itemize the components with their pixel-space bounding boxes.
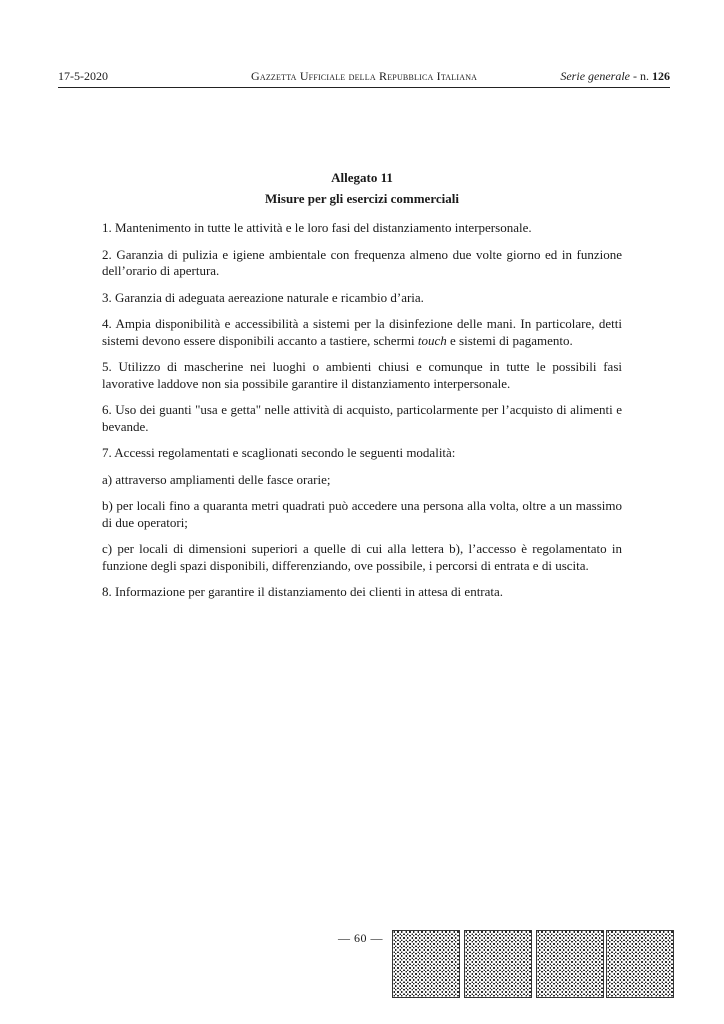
item-8: 8. Informazione per garantire il distanziamento dei clienti in attesa di entrata. <box>102 584 504 599</box>
header-title: Gazzetta Ufficiale della Repubblica Italiana <box>251 69 478 83</box>
item-7: 7. Accessi regolamentati e scaglionati secondo le seguenti modalità: <box>102 445 456 460</box>
item-7c: c) per locali di dimensioni superiori a quelle di cui alla lettera b), l’accesso è regolamentato in funzione degli spazi disponibili, differenziando, ove possibile, i percorsi di entrata e di uscita. <box>102 541 622 573</box>
annex-subtitle: Misure per gli esercizi commerciali <box>265 191 459 206</box>
page-number: — 60 — <box>338 931 383 945</box>
item-5: 5. Utilizzo di mascherine nei luoghi o ambienti chiusi e comunque in tutte le possibili fasi lavorative laddove non sia possibile garantire il distanziamento interpersonale. <box>102 359 622 391</box>
series-label: Serie generale <box>560 69 630 83</box>
item-7b: b) per locali fino a quaranta metri quadrati può accedere una persona alla volta, oltre a un massimo di due operatori; <box>102 498 622 530</box>
item-4-italic: touch <box>417 332 447 348</box>
datamatrix-code-4 <box>606 930 674 998</box>
item-2: 2. Garanzia di pulizia e igiene ambientale con frequenza almeno due volte giorno ed in funzione dell’orario di apertura. <box>102 246 622 278</box>
barcode-strip <box>392 930 674 996</box>
item-4 <box>102 316 622 349</box>
item-1: 1. Mantenimento in tutte le attività e le loro fasi del distanziamento interpersonale. <box>102 220 532 235</box>
header-date: 17-5-2020 <box>58 69 108 83</box>
annex-title: Allegato 11 <box>331 170 393 185</box>
item-7a: a) attraverso ampliamenti delle fasce orarie; <box>102 471 331 487</box>
datamatrix-code-2 <box>464 930 532 998</box>
document-body <box>102 220 622 611</box>
series-separator: - n. <box>630 69 652 83</box>
datamatrix-code-1 <box>392 930 460 998</box>
header-series <box>560 69 670 83</box>
datamatrix-code-3 <box>536 930 604 998</box>
page-header <box>58 69 670 85</box>
item-3: 3. Garanzia di adeguata aereazione naturale e ricambio d’aria. <box>102 289 424 305</box>
item-4-text-b: e sistemi di pagamento. <box>446 332 573 348</box>
header-rule <box>58 87 670 88</box>
series-number: 126 <box>652 69 670 83</box>
item-4-text-a: 4. Ampia disponibilità e accessibilità a sistemi per la disinfezione delle mani. In particolare, detti sistemi devono essere disponibili accanto a tastiere, schermi <box>102 316 622 348</box>
item-6: 6. Uso dei guanti "usa e getta" nelle attività di acquisto, particolarmente per l’acquisto di alimenti e bevande. <box>102 402 622 434</box>
